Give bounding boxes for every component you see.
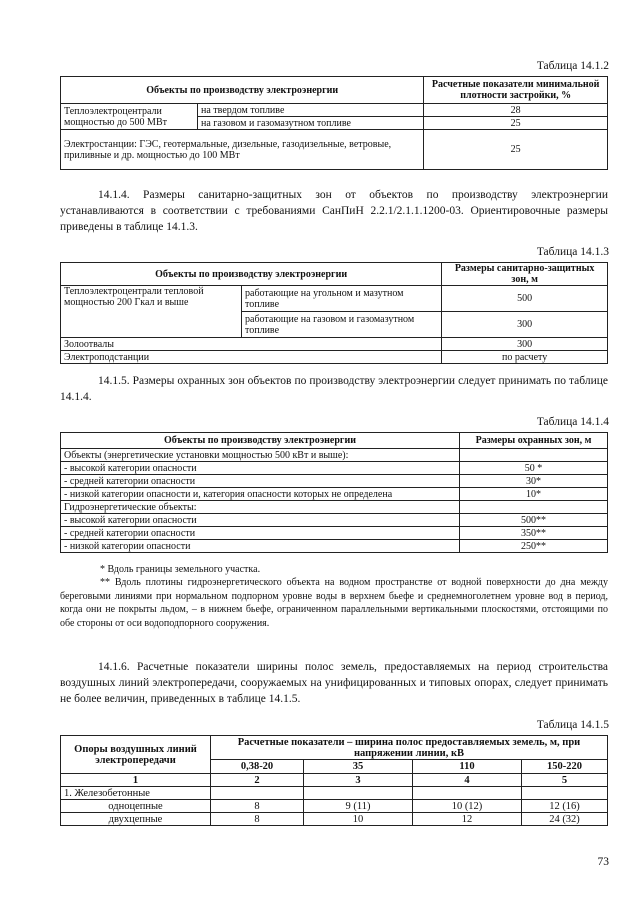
row-label: - низкой категории опасности и, категория опасности которых не определена	[61, 488, 460, 501]
group-label: Теплоэлектроцентрали мощностью до 500 МВт	[61, 104, 198, 130]
table-14-1-3	[60, 262, 608, 364]
header-sanitary-zones: Размеры санитарно-защитных зон, м	[442, 263, 608, 286]
value-cell	[211, 787, 304, 800]
paragraph-14-1-6: 14.1.6. Расчетные показатели ширины полос земель, предоставляемых на период строительства воздушных линий электропередачи, сооружаемых на унифицированных и типовых опорах, следует принимать не более величин, приведенных в таблице 14.1.5.	[60, 661, 608, 705]
page-number: 73	[597, 856, 609, 868]
table-caption-14-1-5: Таблица 14.1.5	[536, 719, 609, 731]
column-number: 3	[304, 774, 413, 787]
value-cell: 12	[413, 813, 522, 826]
value-cell: 9 (11)	[304, 800, 413, 813]
row-label: - низкой категории опасности	[61, 540, 460, 553]
value-cell: 350**	[460, 527, 608, 540]
paragraph-14-1-4: 14.1.4. Размеры санитарно-защитных зон от объектов по производству электроэнергии устанавливаются в соответствии с требованиями СанПиН 2.2.1/2.1.1.1200-03. Ориентировочные размеры приведены в таблице 14.1.3.	[60, 189, 608, 233]
column-number: 5	[522, 774, 608, 787]
footnote-double-star: ** Вдоль плотины гидроэнергетического объекта на водном пространстве от водной поверхности до дна между береговыми линиями при нормальном подпорном уровне воды в верхнем бьефе и среднемноголетнем уровне вод в период, когда они не покрыты льдом, – в нижнем бьефе, ограниченном параллельными вертикальными плоскостями, отстоящими по обе стороны от оси водоподпорного сооружения.	[60, 577, 608, 629]
value-cell	[304, 787, 413, 800]
column-number: 2	[211, 774, 304, 787]
value-cell	[522, 787, 608, 800]
table-14-1-4	[60, 432, 608, 553]
row-label: - средней категории опасности	[61, 527, 460, 540]
value-cell: 24 (32)	[522, 813, 608, 826]
table-14-1-2	[60, 76, 608, 170]
column-number: 4	[413, 774, 522, 787]
block-title: Объекты (энергетические установки мощностью 500 кВт и выше):	[61, 449, 460, 462]
voltage-header: 110	[413, 760, 522, 774]
value-cell: 10*	[460, 488, 608, 501]
header-objects: Объекты по производству электроэнергии	[61, 263, 442, 286]
value-cell: 500	[442, 286, 608, 312]
sub-label: работающие на угольном и мазутном топливе	[242, 286, 442, 312]
header-protection-zones: Размеры охранных зон, м	[460, 433, 608, 449]
row-label: - высокой категории опасности	[61, 514, 460, 527]
value-cell: 300	[442, 312, 608, 338]
value-cell: 28	[424, 104, 608, 117]
value-cell: 8	[211, 800, 304, 813]
table-14-1-5	[60, 735, 608, 826]
value-cell: 12 (16)	[522, 800, 608, 813]
value-cell	[460, 501, 608, 514]
sub-label: работающие на газовом и газомазутном топливе	[242, 312, 442, 338]
value-cell: 50 *	[460, 462, 608, 475]
voltage-header: 0,38-20	[211, 760, 304, 774]
column-number: 1	[61, 774, 211, 787]
header-objects: Объекты по производству электроэнергии	[61, 77, 424, 104]
voltage-header: 150-220	[522, 760, 608, 774]
row-label: Электроподстанции	[61, 351, 442, 364]
value-cell	[460, 449, 608, 462]
row-label: - высокой категории опасности	[61, 462, 460, 475]
voltage-header: 35	[304, 760, 413, 774]
sub-label: на твердом топливе	[198, 104, 424, 117]
block-title: Гидроэнергетические объекты:	[61, 501, 460, 514]
value-cell: 8	[211, 813, 304, 826]
value-cell: 300	[442, 338, 608, 351]
value-cell: 250**	[460, 540, 608, 553]
value-cell: 30*	[460, 475, 608, 488]
group-label: 1. Железобетонные	[61, 787, 211, 800]
table-caption-14-1-2: Таблица 14.1.2	[536, 60, 609, 72]
header-objects: Объекты по производству электроэнергии	[61, 433, 460, 449]
header-strip-width: Расчетные показатели – ширина полос предоставляемых земель, м, при напряжении линии, кВ	[211, 736, 608, 760]
header-density: Расчетные показатели минимальной плотности застройки, %	[424, 77, 608, 104]
row-label: одноцепные	[61, 800, 211, 813]
value-cell: 10	[304, 813, 413, 826]
footnote-single-star: * Вдоль границы земельного участка.	[100, 564, 261, 575]
header-supports: Опоры воздушных линий электропередачи	[61, 736, 211, 774]
row-label: Золоотвалы	[61, 338, 442, 351]
value-cell	[413, 787, 522, 800]
power-plants-label: Электростанции: ГЭС, геотермальные, дизельные, газодизельные, ветровые, приливные и др. мощностью до 100 МВт	[61, 130, 424, 170]
value-cell: 25	[424, 117, 608, 130]
row-label: - средней категории опасности	[61, 475, 460, 488]
value-cell: 25	[424, 130, 608, 170]
value-cell: 500**	[460, 514, 608, 527]
sub-label: на газовом и газомазутном топливе	[198, 117, 424, 130]
table-caption-14-1-3: Таблица 14.1.3	[536, 246, 609, 258]
group-label: Теплоэлектроцентрали тепловой мощностью 200 Гкал и выше	[61, 286, 242, 338]
table-caption-14-1-4: Таблица 14.1.4	[536, 416, 609, 428]
row-label: двухцепные	[61, 813, 211, 826]
value-cell: 10 (12)	[413, 800, 522, 813]
value-cell: по расчету	[442, 351, 608, 364]
paragraph-14-1-5: 14.1.5. Размеры охранных зон объектов по производству электроэнергии следует принимать по таблице 14.1.4.	[60, 375, 608, 403]
